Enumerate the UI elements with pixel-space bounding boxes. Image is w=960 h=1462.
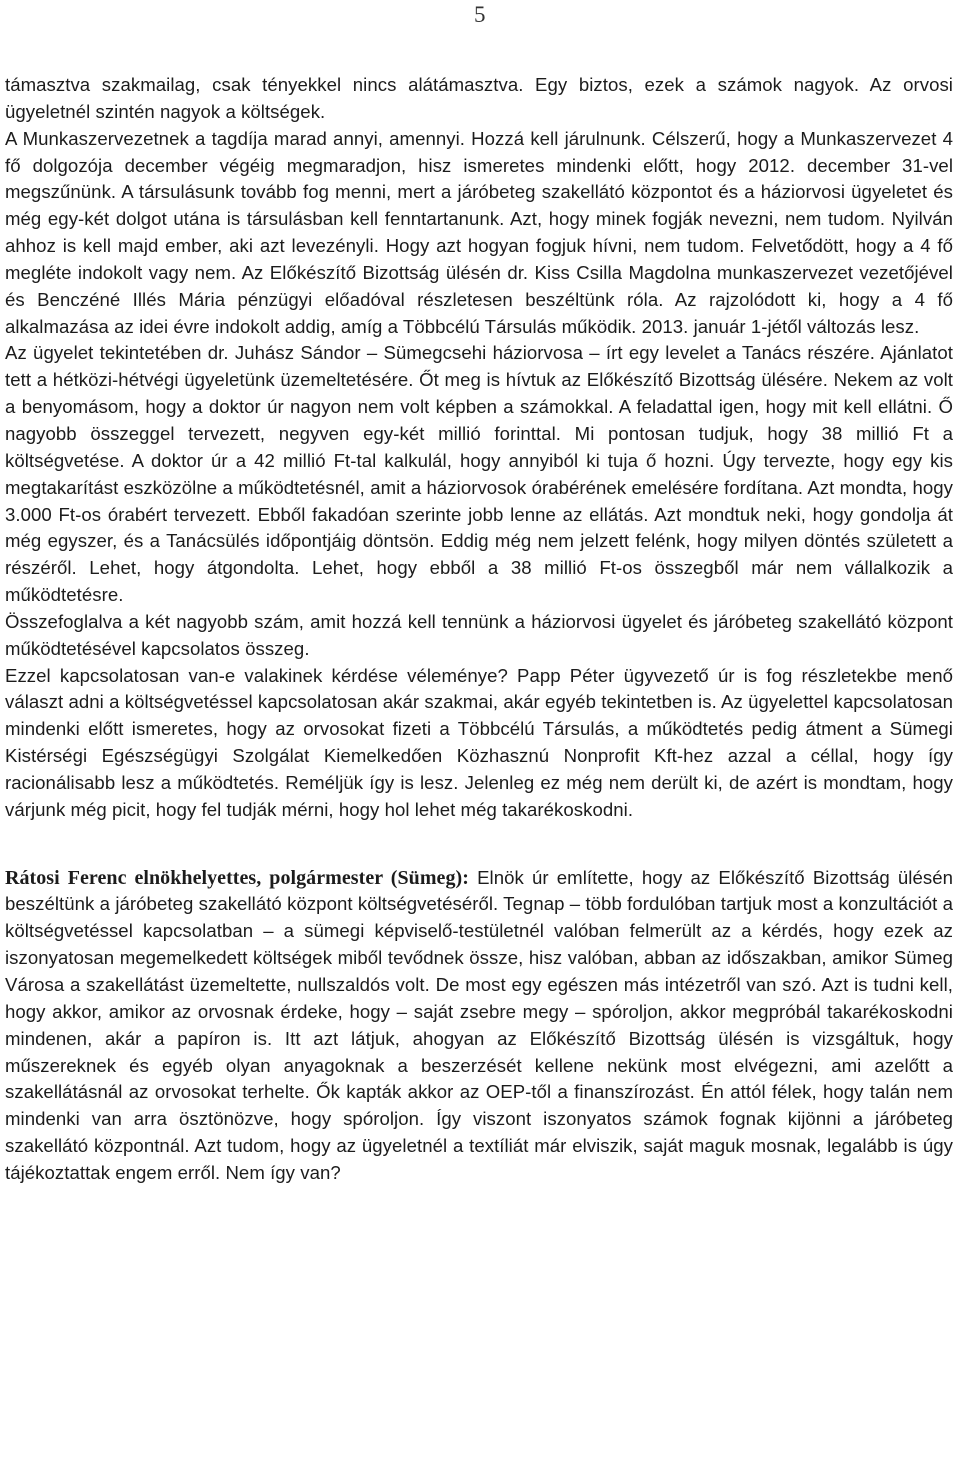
speaker-paragraph <box>5 865 953 1187</box>
paragraph-summary: Összefoglalva a két nagyobb szám, amit hozzá kell tennünk a háziorvosi ügyelet és járóbeteg szakellátó központ működtetésével kapcsolatos összeg. <box>5 610 953 659</box>
page-number: 5 <box>474 2 486 27</box>
paragraph-costs: támasztva szakmailag, csak tényekkel nincs alátámasztva. Egy biztos, ezek a számok nagyok. Az orvosi ügyeletnél szintén nagyok a költségek. <box>5 74 953 122</box>
body-text <box>5 72 953 1187</box>
section-gap <box>5 824 953 865</box>
paragraph-questions: Ezzel kapcsolatosan van-e valakinek kérdése véleménye? Papp Péter ügyvezető úr is fog részletekbe menő választ adni a költségvetéssel kapcsolatosan akár szakmai, akár egyéb tekintetben is. Az ügyelettel kapcsolatosan mindenki előtt ismeretes, hogy az orvosokat fizeti a Többcélú Társulás, a működtetés pedig átment a Sümegi Kistérségi Egészségügyi Szolgálat Kiemelkedően Közhasznú Nonprofit Kft-hez azzal a céllal, hogy így racionálisabb lesz a működtetés. Reméljük így is lesz. Jelenleg ez még nem derült ki, de azért is mondtam, hogy várjunk még picit, hogy fel tudják mérni, hogy hol lehet még takarékoskodni. <box>5 664 953 820</box>
speaker-text: Elnök úr említette, hogy az Előkészítő Bizottság ülésén beszéltünk a járóbeteg szakellátó központ költségvetéséről. Tegnap – több fordulóban tartjuk most a konzultációt a költségvetéssel kapcsolatban – a sümegi képviselő-testületnél valóban felmerült az a kérdés, hogy ezek az iszonyatosan megemelkedett költségek miből tevődnek össze, hisz valóban, abban az időszakban, amikor Sümeg Városa a szakellátást üzemeltette, nullszaldós volt. De most egy egészen más intézetről van szó. Azt is tudni kell, hogy akkor, amikor az orvosnak érdeke, hogy – saját zsebre megy – spóroljon, akkor megpróbál takarékoskodni mindenen, akár a papíron is. Itt azt látjuk, ahogyan az Előkészítő Bizottság ülésén is vizsgáltuk, hogy műszereknek és egyéb olyan anyagoknak a beszerzését kellene nekünk most elvégezni, ami azelőtt a szakellátásnál az orvosokat terhelte. Ők kapták akkor az OEP-től a finanszírozást. Én attól félek, hogy talán nem mindenki van arra ösztönözve, hogy spóroljon. Így viszont iszonyatos számok fognak kijönni a járóbeteg szakellátó központnál. Azt tudom, hogy az ügyeletnél a textíliát már elviszik, saját maguk mosnak, legalább is úgy tájékoztattak engem erről. Nem így van? <box>5 866 953 1183</box>
paragraph-duty-service: Az ügyelet tekintetében dr. Juhász Sándor – Sümegcsehi háziorvosa – írt egy levelet a Tanács részére. Ajánlatot tett a hétközi-hétvégi ügyeletünk üzemeltetésére. Őt meg is hívtuk az Előkészítő Bizottság ülésére. Nekem az volt a benyomásom, hogy a doktor úr nagyon nem volt képben a számokkal. A feladattal igen, hogy mit kell ellátni. Ő nagyobb összeggel tervezett, negyven egy-két millió forinttal. Mi pontosan tudjuk, hogy 38 millió Ft a költségvetése. A doktor úr a 42 millió Ft-tal kalkulál, hogy annyiból ki tuja ő hozni. Úgy tervezte, hogy egy kis megtakarítást eszközölne a működtetésnél, amit a háziorvosok órabérének emelésére fordítana. Azt mondta, hogy 3.000 Ft-os órabért tervezett. Ebből fakadóan szerinte jobb lenne az ellátás. Azt mondtuk neki, hogy gondolja át még egyszer, és a Tanácsülés időpontjáig döntsön. Eddig még nem jelzett felénk, hogy milyen döntés született a részéről. Lehet, hogy átgondolta. Lehet, hogy ebből a 38 millió Ft-os összegből már nem vállalkozik a működtetésre. <box>5 342 953 606</box>
paragraph-work-organization: A Munkaszervezetnek a tagdíja marad annyi, amennyi. Hozzá kell járulnunk. Célszerű, hogy a Munkaszervezet 4 fő dolgozója december végéig megmaradjon, hisz ismeretes mindenki előtt, hogy 2012. december 31-vel megszűnünk. A társulásunk tovább fog menni, mert a járóbeteg szakellátó központot és a háziorvosi ügyeletet és még egy-két dolgot utána is társulásban kell fenntartanunk. Azt, hogy minek fogják nevezni, nem tudom. Nyilván ahhoz is kell majd ember, aki azt levezényli. Hogy azt hogyan fogjuk hívni, nem tudom. Felvetődött, hogy a 4 fő megléte indokolt vagy nem. Az Előkészítő Bizottság ülésén dr. Kiss Csilla Magdolna munkaszervezet vezetőjével és Benczéné Illés Mária pénzügyi előadóval részletesen beszéltünk róla. Az rajzolódott ki, hogy a 4 fő alkalmazása az idei évre indokolt addig, amíg a Többcélú Társulás működik. 2013. január 1-jétől változás lesz. <box>5 127 953 337</box>
speaker-name: Rátosi Ferenc elnökhelyettes, polgármester (Sümeg): <box>5 866 469 889</box>
